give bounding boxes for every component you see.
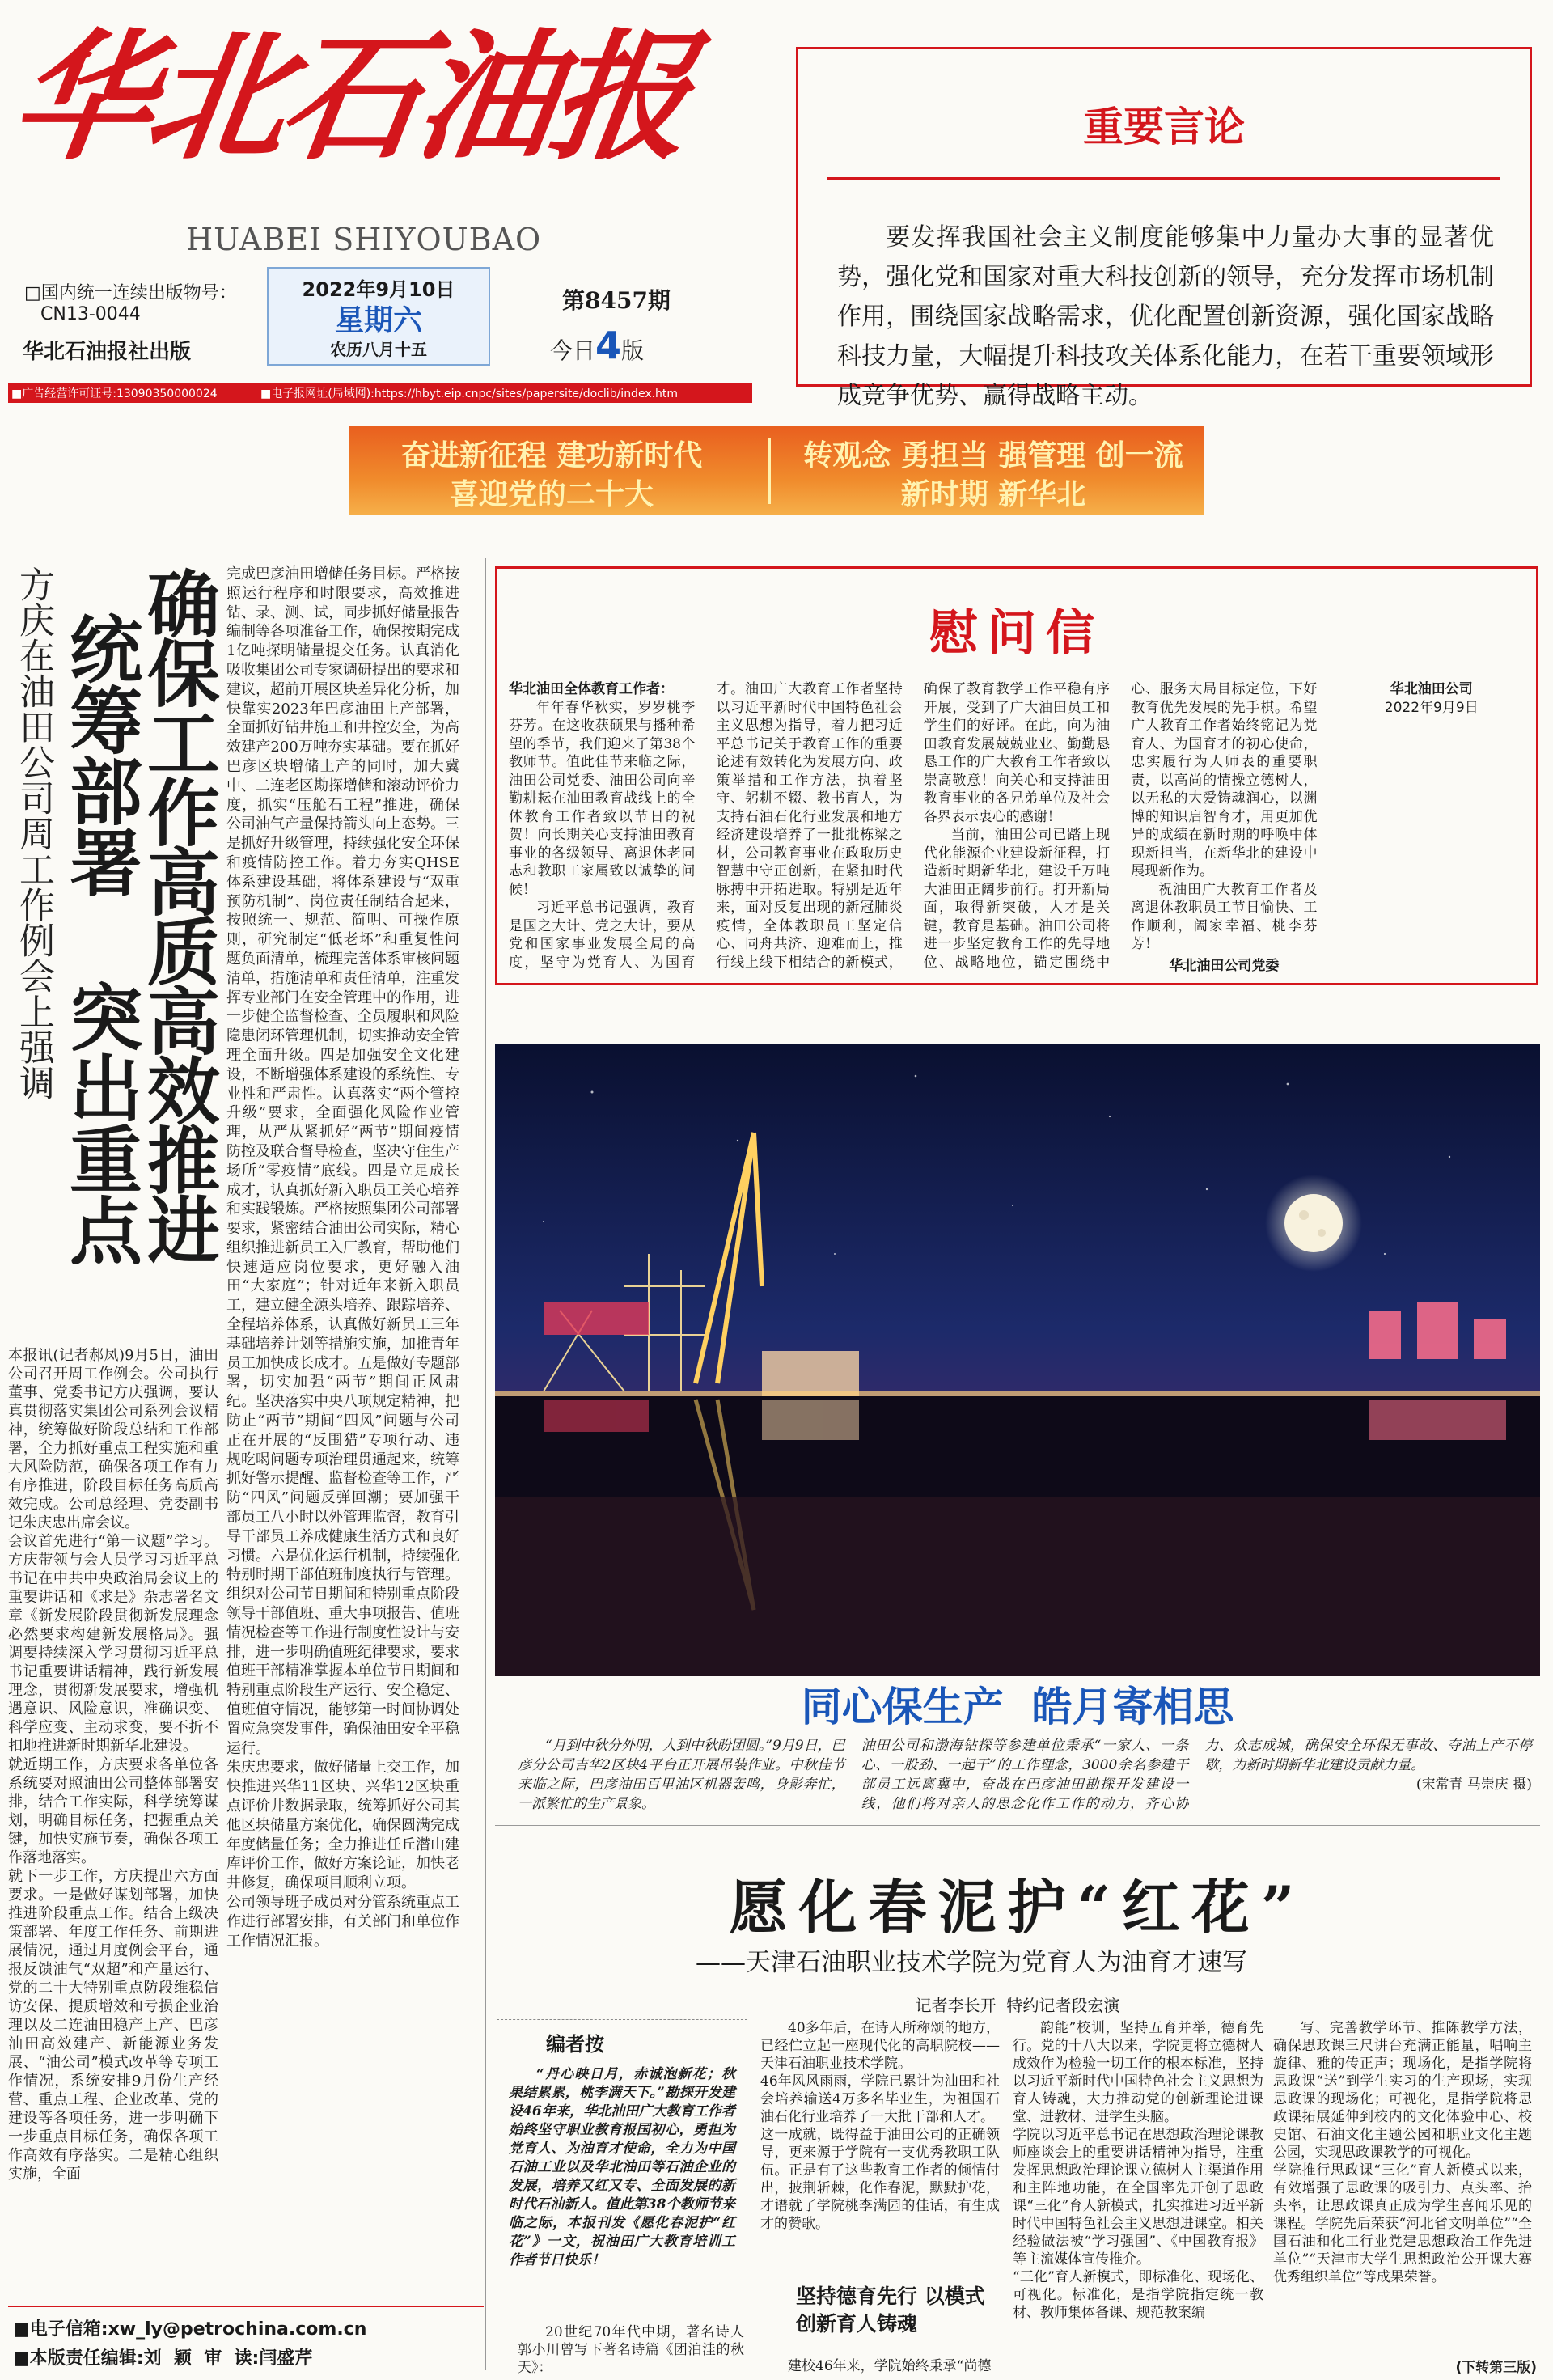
masthead-pinyin: HUABEI SHIYOUBAO (186, 222, 542, 257)
ad-permit: ■广告经营许可证号:13090350000024 (11, 387, 218, 400)
condolence-letter (495, 566, 1538, 985)
speech-title: 重要言论 (1083, 104, 1245, 150)
banner-right-line2: 新时期 新华北 (900, 478, 1086, 511)
lead-headline-main: 确保工作高质高效推进 (134, 566, 219, 1262)
letter-paragraph: 年年春华秋实，岁岁桃李芬芳。在这收获硕果与播种希望的季节，我们迎来了第38个教师节。值此佳节来临之际，油田公司党委、油田公司向辛勤耕耘在油田教育战线上的全体教育工作者致以节日的祝贺！向长期关心支持油田教育事业的各级领导、离退休老同志和教职工家属致以诚挚的问候！ (509, 699, 696, 898)
editor-note-title: 编者按 (546, 2033, 604, 2056)
photo-caption-title: 同心保生产 皓月寄相思 (801, 1683, 1234, 1730)
e-paper-url[interactable]: ■电子报网址(局域网):https://hbyt.eip.cnpc/sites/papersite/doclib/index.htm (260, 387, 679, 400)
newspaper-logo: 华北石油报 (2, 15, 698, 179)
letter-signature-1: 华北油田公司党委 (1169, 957, 1280, 974)
lunar-date: 农历八月十五 (330, 340, 427, 359)
banner-left-line2: 喜迎党的二十大 (449, 478, 654, 511)
masthead (0, 0, 776, 404)
issue-number: 第8457期 (562, 287, 671, 314)
important-speech-box (796, 47, 1532, 410)
feature-column-c: 写、完善教学环节、推陈教学方法，确保思政课三尺讲台充满正能量，唱响主旋律、雅的传正声；现场化，是指学院将思政课“送”到学生实习的生产现场，实现思政课的现场化；可视化，是指学院将思政课拓展延伸到校内的文化体验中心、校史馆、石油文化主题公园和职业文化主题公园，实现思政课教学的可视化。 学院推行思政课“三化”育人新模式以来，有效增强了思政课的吸引力、点头率、抬头率，让思政课真正成为学生喜闻乐见的课程。学院先后荣获“河北省文明单位”“全国石油和化工行业党建思想政治工作先进单位”“天津市大学生思想政治公开课大赛优秀组织单位”等成果荣誉。 (1273, 2020, 1532, 2285)
letter-salutation: 华北油田全体教育工作者： (509, 681, 674, 697)
feature-poem-line: 20世纪70年代中期，著名诗人郭小川曾写下著名诗篇《团泊洼的秋天》： (518, 2324, 744, 2376)
letter-signature-2: 华北油田公司 (1390, 681, 1473, 697)
lead-kicker: 方庆在油田公司周工作例会上强调 (13, 566, 54, 1100)
feature-column-a (760, 2019, 1000, 2375)
letter-paragraph: 当前，油田公司已踏上现代化能源企业建设新征程，打造新时期新华北，建设千万吨大油田正阔步前行。打开新局面，取得新突破，人才是关键，教育是基础。油田公司将进一步坚定教育工作的先导地位、战略地位，锚定围绕中心、服务大局目标定位，下好教育优先发展的先手棋。希望广大教育工作者始终铭记为党育人、为国育才的初心使命，忠实履行为人师表的重要职责，以高尚的情操立德树人，以无私的大爱铸魂润心，以渊博的知识启智育才，用更加优异的成绩在新时期的呼唤中体现新担当，在新华北的建设中展现新作为。 (923, 681, 1318, 971)
banner-divider (768, 438, 771, 504)
footer-editors: ■本版责任编辑:刘 颖 审 读:闫盛芹 (13, 2348, 313, 2369)
page-count (550, 324, 644, 367)
issn-value: CN13-0044 (40, 304, 141, 324)
feature-column-a-text: 40多年后，在诗人所称颂的地方，已经伫立起一座现代化的高职院校——天津石油职业技术学院。 46年风风雨雨，学院已累计为油田和社会培养输送4万多名毕业生，为祖国石油石化行业培养了一大批干部和人才。 这一成就，既得益于油田公司的正确领导，更来源于学院有一支优秀教职工队伍。正是有了这些教育工作者的倾情付出，披荆斩棘，化作春泥，默默护花，才谱就了学院桃李满园的佳话，有生成才的赞歌。 (760, 2020, 1000, 2232)
speech-body: 要发挥我国社会主义制度能够集中力量办大事的显著优势，强化党和国家对重大科技创新的领导，充分发挥市场机制作用，围绕国家战略需求，优化配置创新资源，强化国家战略科技力量，大幅提升科技攻关体系化能力，在若干重要领域形成竞争优势、赢得战略主动。 (837, 223, 1494, 410)
masthead-bar (8, 383, 752, 403)
feature-byline: 记者李长开 特约记者段宏演 (915, 1996, 1120, 2015)
lead-column-rule (485, 558, 486, 2370)
feature-subhead: ——天津石油职业技术学院为党育人为油育才速写 (696, 1948, 1247, 1977)
banner-right-line1: 转观念 勇担当 强管理 创一流 (803, 439, 1183, 472)
banner-left-line1: 奋进新征程 建功新时代 (400, 439, 703, 472)
photo-credit: (宋常青 马崇庆 摄) (1415, 1777, 1532, 1793)
photo-illustration (495, 1044, 1540, 1676)
lead-column-2: 完成巴彦油田增储任务目标。严格按照运行程序和时限要求，高效推进钻、录、测、试，同步抓好储量报告编制等各项准备工作，确保按期完成1亿吨探明储量提交任务。认真消化吸收集团公司专家调研提出的要求和建议，超前开展区块差异化分析，加快靠实2023年巴彦油田上产部署，全面抓好钻井施工和井控安全，为高效建产200万吨夯实基础。要在抓好巴彦区块增储上产的同时，加大冀中、二连老区勘探增储和滚动评价力度，抓实“压舱石工程”推进，确保公司油气产量保持箭头向上态势。三是抓好升级管理，持续强化安全环保和疫情防控工作。着力夯实QHSE体系建设基础，将体系建设与“双重预防机制”、岗位责任制结合起来，按照统一、规范、简明、可操作原则，研究制定“低老坏”和重复性问题负面清单，梳理完善体系审核问题清单，措施清单和责任清单，注重发挥专业部门在安全管理中的作用，进一步健全监督检查、全员履职和风险隐患闭环管理机制，切实推动安全管理全面升级。四是加强安全文化建设，不断增强体系建设的系统性、专业性和严肃性。认真落实“两个管控升级”要求，全面强化风险作业管理，从严从紧抓好“两节”期间疫情防控及联合督导检查，坚决守住生产场所“零疫情”底线。四是立足成长成才，认真抓好新入职员工关心培养和实践锻炼。严格按照集团公司部署要求，紧密结合油田公司实际，精心组织推进新员工入厂教育，帮助他们快速适应岗位要求，更好融入油田“大家庭”；针对近年来新入职员工，建立健全源头培养、跟踪培养、全程培养体系，认真做好新员工三年基础培养计划等措施实施，加推青年员工加快成长成才。五是做好专题部署，切实加强“两节”期间正风肃纪。坚决落实中央八项规定精神，把防止“两节”期间“四风”问题与公司正在开展的“反围猎”专项行动、违规吃喝问题专项治理贯通起来，统筹抓好警示提醒、监督检查等工作，严防“四风”问题反弹回潮；要加强干部员工八小时以外管理监督，教育引导干部员工养成健康生活方式和良好习惯。六是优化运行机制，持续强化特别时期干部值班制度执行与管理。组织对公司节日期间和特别重点阶段领导干部值班、重大事项报告、值班情况检查等工作进行制度性设计与安排，进一步明确值班纪律要求，要求值班干部精准掌握本单位节日期间和特别重点阶段生产运行、安全稳定、值班值守情况，能够第一时间协调处置应急突发事件，确保油田安全平稳运行。 朱庆忠要求，做好储量上交工作，加快推进兴华11区块、兴华12区块重点评价井数据录取，统筹抓好公司其他区块储量方案优化，确保圆满完成年度储量任务；全力推进任丘潜山建库评价工作，做好方案论证，加快老井修复，确保项目顺利立项。 公司领导班子成员对分管系统重点工作进行部署安排，有关部门和单位作工作情况汇报。 (226, 565, 459, 1950)
letter-paragraph: 习近平总书记强调，教育是国之大计、党之大计，要从党和国家事业发展全局的高度，坚守为党育人、为国育才。油田广大教育工作者坚持以习近平新时代中国特色社会主义思想为指导，着力把习近平总书记关于教育工作的重要论述有效转化为发展方向、政策举措和工作方法，执着坚守、躬耕不辍、教书育人，为支持石油石化行业发展和地方经济建设培养了一批批栋梁之材，公司教育事业在政取历史智慧中守正创新，在紧扣时代脉搏中开拓进取。特别是近年来，面对反复出现的新冠肺炎疫情，全体教职员工坚定信心、同舟共济、迎难而上，推行线上线下相结合的新模式，确保了教育教学工作平稳有序开展，受到了广大油田员工和学生们的好评。在此，向为油田教育发展兢兢业业、勤勤恳恳工作的广大教育工作者致以崇高敬意！向关心和支持油田教育事业的各兄弟单位及社会各界表示衷心的感谢！ (509, 681, 1111, 971)
feature-headline: 愿化春泥护“红花” (729, 1873, 1306, 1942)
night-oilfield-photo (495, 1044, 1540, 1676)
lead-story (0, 558, 493, 2338)
issue-date: 2022年9月10日 (302, 278, 455, 301)
lead-column-1: 本报讯(记者郝凤)9月5日，油田公司召开周工作例会。公司执行董事、党委书记方庆强调，要认真贯彻落实集团公司系列会议精神，统筹做好阶段总结和工作部署，全力抓好重点工程实施和重大风险防范，确保各项工作有力有序推进，阶段目标任务高质高效完成。公司总经理、党委副书记朱庆忠出席会议。 会议首先进行“第一议题”学习。方庆带领与会人员学习习近平总书记在中共中央政治局会议上的重要讲话和《求是》杂志署名文章《新发展阶段贯彻新发展理念必然要求构建新发展格局》。强调要持续深入学习贯彻习近平总书记重要讲话精神，践行新发展理念，贯彻新发展要求，增强机遇意识、风险意识，准确识变、科学应变、主动求变，要不折不扣地推进新时期新华北建设。 就近期工作，方庆要求各单位各系统要对照油田公司整体部署安排，结合工作实际，科学统筹谋划，明确目标任务，把握重点关键，加快实施节奏，确保各项工作落地落实。 就下一步工作，方庆提出六方面要求。一是做好谋划部署，加快推进阶段重点工作。结合上级决策部署、年度工作任务、前期进展情况，通过月度例会平台，通报反馈油气“双超”和产量运行、党的二十大特别重点防段维稳信访安保、提质增效和亏损企业治理以及二连油田稳产上产、巴彦油田高效建产、新能源业务发展、“油公司”模式改革等专项工作情况，系统安排9月份生产经营、重点工程、企业改革、党的建设等各项任务，进一步明确下一步重点目标任务，确保各项工作高效有序落实。二是精心组织实施，全面 (8, 1347, 218, 2183)
footer-bar (8, 2306, 484, 2375)
feature-column-a-subhead: 坚持德育先行 以模式创新育人铸魂 (796, 2285, 985, 2336)
editor-note (497, 2019, 747, 2302)
publisher: 华北石油报社出版 (23, 340, 192, 364)
weekday: 星期六 (334, 304, 422, 337)
feature-column-a-tail: 建校46年来，学院始终秉承“尚德 (788, 2358, 992, 2374)
letter-paragraph: 祝油田广大教育工作者及离退休教职员工节日愉快、工作顺利，阖家幸福、桃李芬芳！ (1131, 881, 1318, 952)
date-box (267, 267, 490, 366)
issn-label: □国内统一连续出版物号： (24, 283, 237, 303)
photo-caption-text: “月到中秋分外明，人到中秋盼团圆。”9月9日，巴彦分公司吉华2区块4平台正开展吊装作业。中秋佳节来临之际，巴彦油田百里油区机器轰鸣，身影奔忙，一派繁忙的生产景象。 油田公司和渤海钻探等参建单位秉承“一家人、一条心、一股劲、一起干”的工作理念，3000余名参建干部员工远离冀中，奋战在巴彦油田勘探开发建设一线，他们将对亲人的思念化作工作的动力，齐心协力、众志成城，确保安全环保无事故、夺油上产不停歇，为新时期新华北建设贡献力量。 (518, 1738, 1532, 1812)
lead-headline-sub: 统筹部署 突出重点 (57, 612, 142, 1264)
speech-title-rule (827, 177, 1500, 180)
section-rule (495, 1825, 1540, 1826)
continued-note: (下转第三版) (1455, 2360, 1537, 2376)
page-count-number: 4 (595, 324, 622, 367)
photo-caption-body (518, 1736, 1532, 1820)
letter-date: 2022年9月9日 (1384, 699, 1479, 716)
letter-body (509, 680, 1525, 980)
page-count-suffix: 版 (621, 337, 645, 364)
page-count-prefix: 今日 (550, 337, 596, 364)
slogan-banner (349, 426, 1204, 515)
letter-title: 慰问信 (929, 605, 1104, 662)
editor-note-text: “丹心映日月，赤诚泡新花；秋果结累累，桃李满天下。”勘探开发建设46年来，华北油田广大教育工作者始终坚守职业教育报国初心，勇担为党育人、为油育才使命，全力为中国石油工业以及华北油田等石油企业的发展，培养又红又专、全面发展的新时代石油新人。值此第38个教师节来临之际，本报刊发《愿化春泥护“红花”》一文，祝油田广大教育培训工作者节日快乐！ (509, 2066, 735, 2268)
footer-email[interactable]: ■电子信箱:xw_ly@petrochina.com.cn (13, 2319, 367, 2340)
feature-column-b: 韵能”校训，坚持五育并举，德育先行。党的十八大以来，学院更将立德树人成效作为检验一切工作的根本标准，坚持以习近平新时代中国特色社会主义思想为育人铸魂，大力推动党的创新理论进课堂、进教材、进学生头脑。 学院以习近平总书记在思想政治理论课教师座谈会上的重要讲话精神为指导，注重发挥思想政治理论课立德树人主渠道作用和主阵地功能，在全国率先开创了思政课“三化”育人新模式，扎实推进习近平新时代中国特色社会主义思想进课堂。相关经验做法被“学习强国”、《中国教育报》等主流媒体宣传推介。 “三化”育人新模式，即标准化、现场化、可视化。标准化，是指学院指定统一教材、教师集体备课、规范教案编 (1013, 2020, 1263, 2321)
